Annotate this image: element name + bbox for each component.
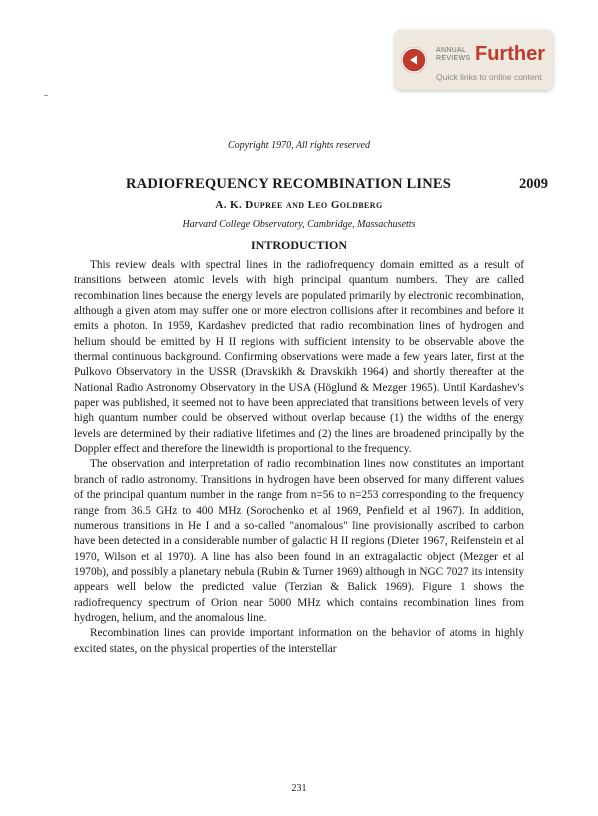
article-title: RADIOFREQUENCY RECOMBINATION LINES xyxy=(126,176,452,192)
paragraph: The observation and interpretation of radio recombination lines now constitutes an important branch of radio astronomy. Transitions in hydrogen have been observed for many different values of the principal quantum number in the range from n=56 to n=253 corresponding to the frequency range from 36.5 GHz to 400 MHz (Sorochenko et al 1969, Penfield et al 1967). In addition, numerous transitions in He I and a so-called "anomalous" line provisionally ascribed to carbon have been detected in a considerable number of galactic H II regions (Dieter 1967, Reifenstein et al 1970, Wilson et al 1970). A line has also been found in an extragalactic object (Mezger et al 1970b), and possibly a planetary nebula (Rubin & Turner 1969) although in NGC 7027 its intensity appears well below the predicted value (Terzian & Balick 1969). Figure 1 shows the radiofrequency spectrum of Orion near 5000 MHz which contains recombination lines from hydrogen, helium, and the anomalous line. xyxy=(74,458,524,624)
annual-reviews-label: ANNUAL REVIEWS xyxy=(436,47,471,62)
further-brand: Further xyxy=(475,43,545,65)
affiliation: Harvard College Observatory, Cambridge, Massachusetts xyxy=(182,219,416,230)
page-number: 231 xyxy=(291,783,307,794)
authors: A. K. Dupree and Leo Goldberg xyxy=(215,199,383,211)
paragraph: This review deals with spectral lines in the radiofrequency domain emitted as a result of transitions between atomic levels with high principal quantum numbers. They are called recombination lines because the energy levels are populated primarily by electronic recombination, although a given atom may suffer one or more electron collisions after it recombines and before it emits a photon. In 1959, Kardashev predicted that radio recombination lines of hydrogen and helium should be emitted by H II regions with sufficient intensity to be observable above the thermal continuous background. Confirming observations were made a few years later, first at the Pulkovo Observatory in the USSR (Dravskikh & Dravskikh 1964) and shortly thereafter at the National Radio Astronomy Observatory in the USA (Höglund & Mezger 1965). Until Kardashev's paper was published, it seemed not to have been appreciated that transitions between levels of very high quantum number could be observed without overlap because (1) the widths of the energy levels are determined by their radiative lifetimes and (2) the lines are broadened principally by the Doppler effect and therefore the linewidth is proportional to the frequency. xyxy=(74,259,524,456)
banner-tagline: Quick links to online content xyxy=(436,72,542,82)
margin-mark xyxy=(44,95,48,96)
paragraph: Recombination lines can provide important information on the behavior of atoms in highly excited states, on the physical properties of the interstellar xyxy=(74,627,524,655)
body-text xyxy=(74,258,524,657)
annual-reviews-further-banner[interactable] xyxy=(395,30,553,90)
arrow-left-icon xyxy=(401,47,427,73)
section-heading: INTRODUCTION xyxy=(250,238,347,252)
copyright-notice: Copyright 1970, All rights reserved xyxy=(228,140,370,151)
top-page-number: 2009 xyxy=(519,176,548,192)
